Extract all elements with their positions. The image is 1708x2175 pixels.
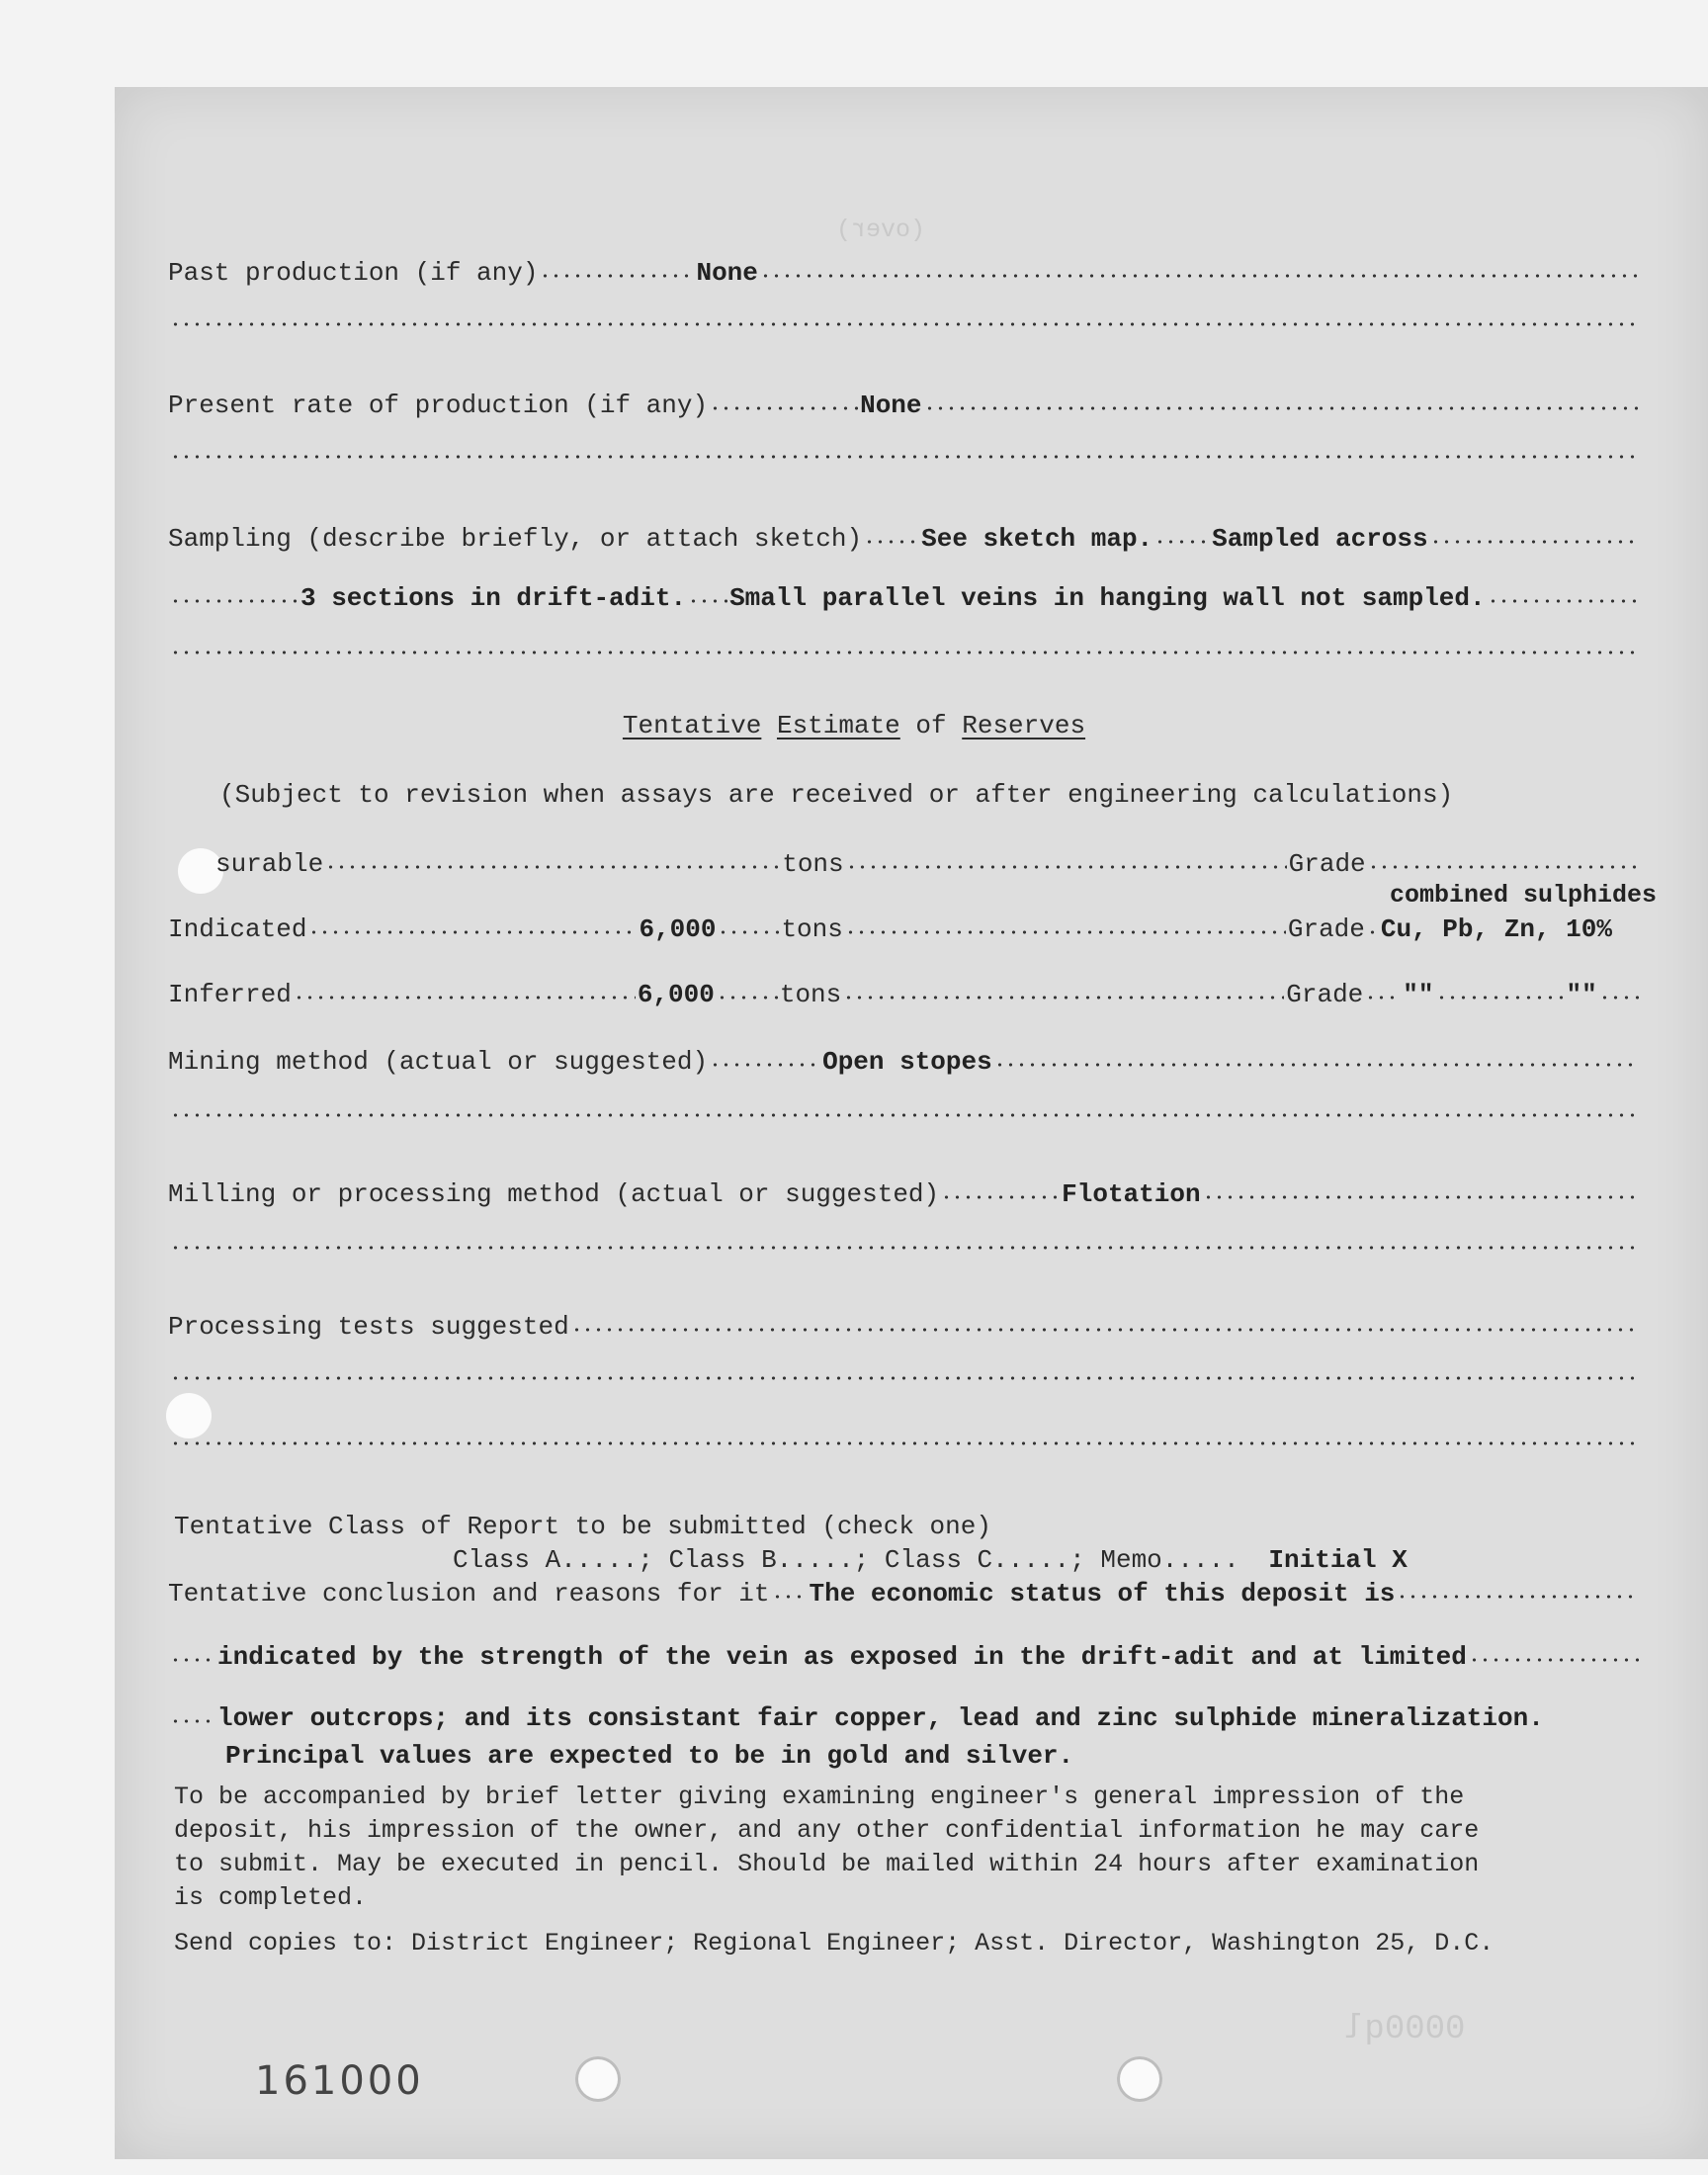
punch-hole <box>1117 2056 1162 2102</box>
stamp-number: 161000 <box>255 2058 424 2104</box>
mining-method-row <box>168 1046 1641 1078</box>
conclusion-row-3 <box>168 1702 1641 1734</box>
reserves-subject-note: (Subject to revision when assays are received or after engineering calculations) <box>219 780 1454 810</box>
blank-dotted-line <box>168 1378 1641 1382</box>
indicated-amount: 6,000 <box>639 914 717 944</box>
milling-row <box>168 1178 1641 1210</box>
combined-sulphides-note: combined sulphides <box>1390 881 1658 910</box>
report-class-selected: Initial X <box>1268 1545 1408 1575</box>
sampling-line2-b: Small parallel veins in hanging wall not sampled. <box>729 583 1486 613</box>
punch-hole <box>575 2056 621 2102</box>
inferred-grade-value-b: "" <box>1566 980 1597 1009</box>
indicated-label: Indicated <box>168 914 307 944</box>
class-a-option: Class A.....; <box>453 1545 653 1575</box>
present-rate-value: None <box>860 391 922 420</box>
past-production-label: Past production (if any) <box>168 258 539 288</box>
sampling-value-b: Sampled across <box>1212 524 1428 554</box>
inferred-grade-value-a: "" <box>1403 980 1434 1009</box>
blank-dotted-line <box>168 1248 1641 1252</box>
present-rate-label: Present rate of production (if any) <box>168 391 709 420</box>
memo-option: Memo..... <box>1100 1545 1239 1575</box>
sampling-row <box>168 523 1641 555</box>
inferred-tons: tons <box>779 980 842 1009</box>
milling-value: Flotation <box>1062 1179 1201 1209</box>
inferred-row <box>168 979 1641 1010</box>
class-b-option: Class B.....; <box>668 1545 870 1575</box>
sampling-label: Sampling (describe briefly, or attach sketch) <box>168 524 863 554</box>
indicated-grade: Grade <box>1287 914 1365 944</box>
past-production-value: None <box>696 258 758 288</box>
report-class-label: Tentative Class of Report to be submitted (check one) <box>174 1512 991 1541</box>
instructions-line: to submit. May be executed in pencil. Should be mailed within 24 hours after examination <box>174 1850 1480 1878</box>
sampling-value-a: See sketch map. <box>921 524 1153 554</box>
indicated-row <box>168 914 1641 945</box>
conclusion-row-2 <box>168 1641 1641 1673</box>
conclusion-line4: Principal values are expected to be in gold and silver. <box>225 1741 1074 1771</box>
send-copies-line: Send copies to: District Engineer; Regional Engineer; Asst. Director, Washington 25, D.C. <box>174 1929 1494 1958</box>
instructions-line: To be accompanied by brief letter giving examining engineer's general impression of the <box>174 1783 1465 1811</box>
blank-dotted-line <box>168 457 1641 461</box>
bleed-through-over: (over) <box>836 216 926 244</box>
sampling-line2-a: 3 sections in drift-adit. <box>300 583 687 613</box>
instructions-line: is completed. <box>174 1883 368 1912</box>
inferred-label: Inferred <box>168 980 292 1009</box>
conclusion-line3: lower outcrops; and its consistant fair copper, lead and zinc sulphide mineralization. <box>217 1703 1544 1733</box>
processing-tests-label: Processing tests suggested <box>168 1312 569 1342</box>
conclusion-label: Tentative conclusion and reasons for it <box>168 1579 770 1609</box>
reserves-heading: Tentative Estimate of Reserves <box>622 711 1086 740</box>
indicated-tons: tons <box>781 914 843 944</box>
blank-dotted-line <box>168 652 1641 656</box>
inferred-amount: 6,000 <box>637 980 715 1009</box>
inferred-grade: Grade <box>1286 980 1364 1009</box>
instructions-line: deposit, his impression of the owner, and any other confidential information he may care <box>174 1816 1480 1845</box>
processing-tests-row <box>168 1311 1641 1343</box>
measurable-label: surable <box>215 849 324 879</box>
measurable-tons: tons <box>782 849 844 879</box>
milling-label: Milling or processing method (actual or suggested) <box>168 1179 940 1209</box>
blank-dotted-line <box>168 1443 1641 1447</box>
past-production-row <box>168 257 1641 289</box>
mining-method-label: Mining method (actual or suggested) <box>168 1047 709 1077</box>
measurable-grade: Grade <box>1288 849 1366 879</box>
conclusion-line1: The economic status of this deposit is <box>809 1579 1396 1609</box>
blank-dotted-line <box>168 1115 1641 1119</box>
punch-hole <box>166 1393 212 1438</box>
bleed-through-serial: 0000ql <box>1344 2011 1466 2048</box>
mining-method-value: Open stopes <box>822 1047 992 1077</box>
class-c-option: Class C.....; <box>884 1545 1085 1575</box>
report-class-options <box>453 1542 1408 1578</box>
sampling-row-2 <box>168 582 1641 614</box>
conclusion-line2: indicated by the strength of the vein as exposed in the drift-adit and at limited <box>217 1642 1467 1672</box>
blank-dotted-line <box>168 324 1641 328</box>
indicated-grade-value: Cu, Pb, Zn, 10% <box>1380 914 1612 944</box>
measurable-row <box>215 848 1641 880</box>
present-rate-row <box>168 390 1641 421</box>
conclusion-row <box>168 1578 1641 1610</box>
